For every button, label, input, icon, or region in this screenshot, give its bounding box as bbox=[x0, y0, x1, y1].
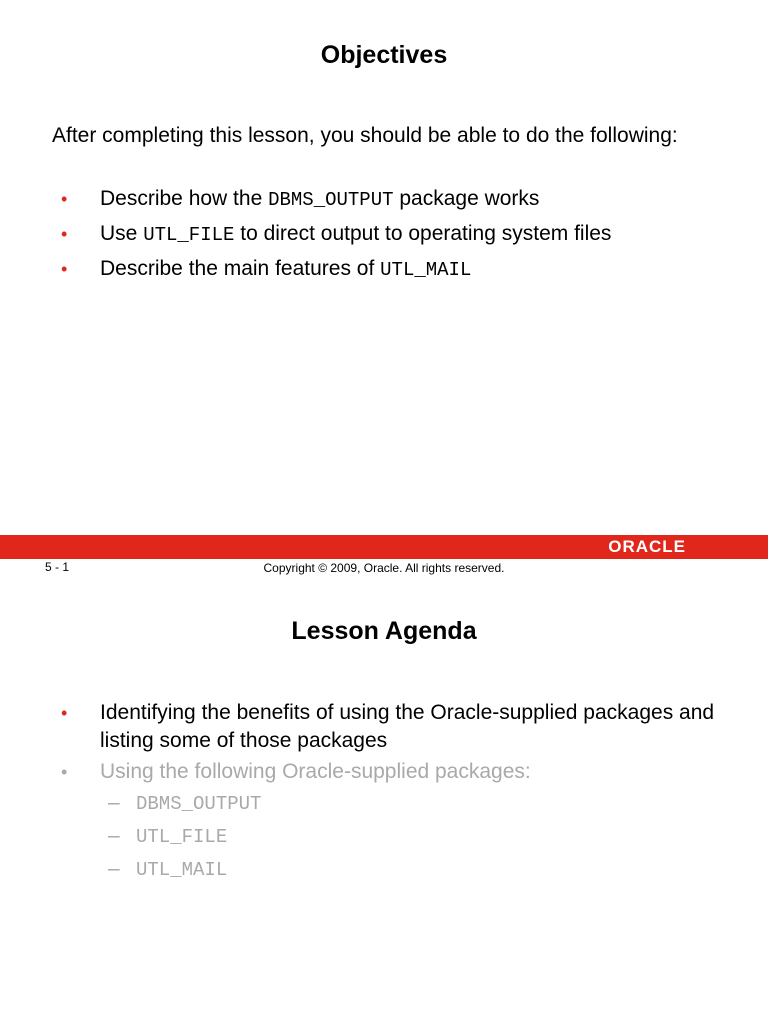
oracle-logo: ORACLE bbox=[608, 537, 686, 556]
footer-bar bbox=[0, 535, 768, 559]
slide-lesson-agenda bbox=[0, 578, 768, 1024]
list-item bbox=[52, 185, 752, 214]
agenda-list bbox=[52, 699, 752, 886]
slide-title: Objectives bbox=[320, 41, 448, 69]
sub-list-item bbox=[100, 820, 752, 853]
list-item bbox=[52, 255, 752, 284]
item-text: Describe the main features of bbox=[100, 257, 381, 280]
item-text: to direct output to operating system files bbox=[234, 222, 612, 245]
code-text: UTL_MAIL bbox=[136, 859, 228, 881]
code-text: DBMS_OUTPUT bbox=[268, 189, 394, 211]
slide-title: Lesson Agenda bbox=[291, 617, 477, 645]
item-text: Using the following Oracle-supplied packages: bbox=[100, 760, 531, 783]
copyright-text: Copyright © 2009, Oracle. All rights reserved. bbox=[263, 561, 505, 575]
code-text: UTL_MAIL bbox=[380, 259, 472, 281]
bullet-icon: • bbox=[61, 259, 68, 279]
bullet-icon: • bbox=[61, 224, 68, 244]
page-number: 5 - 1 bbox=[45, 560, 70, 574]
list-item bbox=[52, 220, 752, 249]
list-item bbox=[52, 699, 752, 755]
item-text: Describe how the bbox=[100, 187, 269, 210]
code-text: UTL_FILE bbox=[136, 826, 228, 848]
code-text: UTL_FILE bbox=[143, 224, 235, 246]
dash-icon: – bbox=[108, 857, 120, 880]
dash-icon: – bbox=[108, 824, 120, 847]
dash-icon: – bbox=[108, 791, 120, 814]
sub-list-item bbox=[100, 787, 752, 820]
bullet-icon: • bbox=[61, 189, 68, 209]
code-text: DBMS_OUTPUT bbox=[136, 793, 262, 815]
item-text: package works bbox=[393, 187, 540, 210]
objectives-list bbox=[52, 185, 752, 290]
intro-text: After completing this lesson, you should be able to do the following: bbox=[52, 124, 678, 147]
bullet-icon: • bbox=[61, 703, 68, 723]
item-text: Identifying the benefits of using the Oracle-supplied packages and listing some of those packages bbox=[100, 701, 715, 752]
package-sublist bbox=[100, 787, 752, 886]
sub-list-item bbox=[100, 853, 752, 886]
list-item bbox=[52, 759, 752, 886]
item-text: Use bbox=[100, 222, 144, 245]
bullet-icon: • bbox=[61, 762, 68, 782]
